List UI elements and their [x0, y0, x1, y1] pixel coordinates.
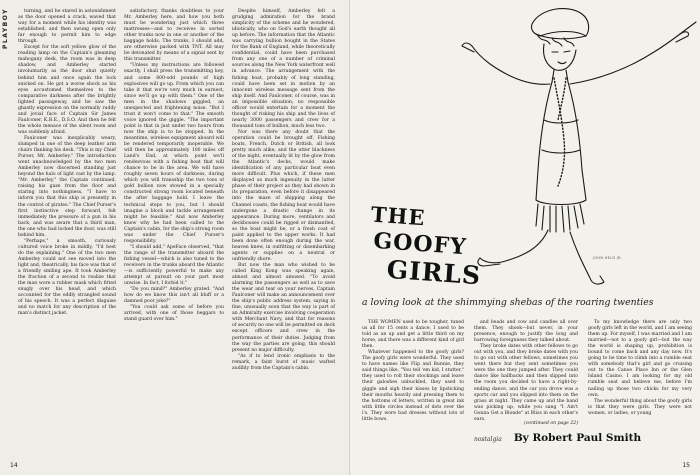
article-title [352, 201, 487, 291]
paragraph: "You could ask some of before you arrived, with one of those beggars to stand guard over him." [124, 305, 224, 323]
byline [474, 432, 684, 444]
right-leg [570, 232, 590, 278]
paragraph: and beads and cow and candles all over them. They shook—but never, in your presence, enough to justify the long and harrowing foreignness they talked about. [474, 320, 578, 344]
paragraph: "Unless my instructions are followed exactly, I shall press the transmitting key, and some 800-odd pounds of high explosives will go up. From which you can take it that we're very much in earnest, since we'll go up with them." One of the men in the shadows giggled, an unexpected and frightening noise. "But I trust it won't come to that." The smooth voice ignored the giggle. "The important point is that in just under two hours from now the ship is to be stopped. In the meantime, wireless equipment aboard will be rendered temporarily inoperable. We will then be approximately 100 miles off Land's End, at which point we'll rendezvous with a fishing boat that will chance to be in the area. We will have roughly seven hours of darkness, during which you will transship the two tons of gold bullion now stowed in a specially constructed strong room located beneath the after baggage hold. I leave the technical steps to you, but I should imagine a block and tackle arrangement might be feasible." And now Amberley knew why he had been called to the Captain's cabin, for the ship's strong room was under the Chief Purser's responsibility. [124, 63, 224, 244]
article-deck: a loving look at the shimmying shebas of the roaring twenties [362, 297, 654, 308]
right-arm [570, 34, 680, 84]
right-column-2 [474, 320, 578, 420]
paragraph: To my knowledge there are only two goofy girls left in the world, and I am seeing them up. For myself, I was married and I am married—not to a goofy girl—but the way the world is shaping up, prohibition is bound to come back and any day now. It's going to be time to climb into a rumble seat with somebody that's girl and go cruising out to the Canoe Place Inn or the Glen Island Casino. I am looking for my old rumble seat and believe me, before I'm nailing up those two chicks for my very own. [588, 320, 692, 398]
paragraph: turning, and he stared in astonishment as the door opened a crack, waved that way for a moment while his identity was established, and then swung open only far enough to permit him to edge through. [18, 9, 116, 45]
paragraph: But now the man who wished to be called King Kong was speaking again, almost and almost amused. "To avoid alarming the passengers as well as to save the wear and tear on your nerves, Captain Faulconer will make an announcement over the ship's public address system, saying in fine, unusually soon that the way is part of an Admiralty exercise involving cooperation with Merchant Navy, and that for reasons of security no one will be permitted on deck except officers and crew in the performance of their duties. Judging from the way the parties are going, this should present no major difficulty. [232, 262, 335, 353]
dress-outline [536, 82, 552, 200]
page-number-right: 15 [682, 462, 690, 469]
paragraph: "As if to lend ironic emphasis to the remark, a faint burst of music wafted audibly from the Captain's cabin. [232, 353, 335, 371]
paragraph: satisfactory, thanks doubtless to your Mr. Amberley here, and how you both must be wondering just which three mattresses—and to receives in sorted other trunks now in one or another of the baggage holds. The trunks, I should add, are otherwise packed with TNT. All may be detonated by means of a signal sent by this transmitter. [124, 9, 224, 63]
paragraph: They broke dates with other fellows to go out with you, and they broke dates with you to go out with other fellows, sometimes you went there but they sent sometimes you were the one they jumped after. They could dance like halfbacks and then slipped into the room you decided to have a right-by-ending dance, and the car you drove was a sports car and you slipped into them on the grass at night. They came up and the band was picking up, while you sang "I Ain't Gonna Get a Blonde" at Bliss in each other's ears. [474, 344, 578, 422]
page-number-left: 14 [10, 462, 18, 469]
face-outline [544, 44, 577, 70]
section-kicker: nostalgia [474, 436, 502, 443]
paragraph: Whatever happened to the goofy girls? The goofy girls were wonderful. They used to have names like Flip and Bunnie, they said things like, "You tell 'em kid, I stutter," they used to roll their stockings and leave their galoshes unbuckled, they used to giggle and sigh their kisses by lipsticking their mouths heavily and pressing them to the bottoms of letters, written in great ink with little circles instead of dots over the i's. They wore bad dresses without lots of little bows. [362, 350, 464, 422]
hat-outline [531, 9, 588, 36]
title-line: GOOFY [372, 227, 468, 261]
illustration-credit: JOHN HELD JR. [593, 256, 623, 260]
paragraph: Faulconer was inexplicably weary, slumped in one of the deep leather arm chairs flanking his desk. "This is my Chief Purser, Mr. Amberley." The introduction went unacknowledged by the two men Amberley now discerned standing just beyond the halo of light cast by the lamp. "Mr. Amberley," the Captain continued, raising his gaze from the floor and staring into nothingness, "I have to inform you that this ship is presently in the control of pirates." The Chief Purser's first instinctive step forward, felt immediately the pressure of a gun in his back, and was aware that a third man, the one who had locked the door, was still behind him. [18, 135, 116, 238]
paragraph: Except for the soft yellow glow of the reading lamp on the Captain's gleaming mahogany desk, the room was in deep shadow, and Amberley started involuntarily as the door shut quietly behind him and once again the lock snicked on. He got a worse shock as his eyes accustomed themselves to the comparative darkness after the brightly lighted passageway, and he saw the ghastly expression on the normally ruddy and jovial face of Captain Sir James Faulconer, K.B.E., D.S.O. And then he felt the whole menace of the silent room and was suddenly afraid. [18, 45, 116, 135]
paragraph: "I should add," ApeFace observed, "that the range of the transmitter aboard the fishing vessel—which is also tuned to the receivers in the trunks aboard the Atlantic—is sufficiently powerful to make any attempt at pursuit on your part most unwise. In fact, I forbid it." [124, 244, 224, 287]
paragraph: Nor was there any doubt that the operation could be brought off. Fishing boats, French, Dutch or British, all look pretty much alike, and the utter blackness of the night, eventually lit by the glow from the Atlantic's decks, would make identification of any particular boat even more difficult. Plus which, if these men displayed as much ingenuity in the latter phase of their project as they had shown in its preparation, even before it disappeared into the maze of shipping along the Channel coasts, the fishing boat would have undergone a drastic change in its appearance. During more, ventilators and deckhouses could be rigged or dismantled, so the boat might be, or a fresh coat of paint applied to the upper works. It had been done often enough during the war, heaven knew, in outfitting or disembarking agents or supplies on a neutral or unfriendly shore. [232, 129, 335, 262]
paragraph: "Do you mind?" Amberley grated. "And how do we know this isn't all bluff or a damned poor joke?" [124, 287, 224, 305]
paragraph: THE WOMEN used to be tougher, tuned us all for 15 cents a dance, I used to be told as an up and get a little third on my horse, and there was a different kind of girl then. [362, 320, 464, 350]
running-head: PLAYBOY [2, 8, 9, 49]
paragraph: "Perhaps," a smooth, curiously cultured voice broke in mildly, "I'd best do the explaining." One of the two men Amberley could not see moved into the light and, theatrically, his face was that of a friendly smiling ape. It took Amberley the fraction of a second to realize that the man wore a rubber mask which fitted snugly over his head, and which accounted for the oddly strangled sound of his speech. It was a perfect disguise and no match for any description of the man's distinct jacket. [18, 238, 116, 317]
paragraph: The wonderful thing about the goofy girls is that they were girls. They were not women, or ladies, or young [588, 398, 692, 416]
left-leg [480, 230, 548, 263]
left-column-2 [124, 9, 224, 457]
left-column-1 [18, 9, 116, 457]
right-column-1 [362, 320, 464, 422]
paragraph: Despite himself, Amberley felt a grudging admiration for the brand simplicity of the scheme and he wondered, idiotically, who on God's earth thought all up before. The information that the Atlantic was carrying bullion bought in the States for the Bank of England, while theoretically confidential, could have been purchased from any one of a number of criminal sources along the New York waterfront well in advance. The arrangement with the fishing boat, probably of long standing, could have been set in motion by an innocent wireless message sent from the ship itself. And Faulconer, of course, was in an impossible situation; no responsible officer would entertain for a moment the thought of risking his ship and the lives of nearly 3000 passengers and crew for a thousand tons of bullion, much less two. [232, 9, 335, 129]
left-column-3 [232, 9, 335, 457]
continued-note: (continued on page 22) [523, 421, 578, 426]
author-name: By Robert Paul Smith [513, 432, 642, 444]
title-line: GIRLS [385, 254, 483, 291]
left-arm [472, 46, 550, 84]
bead-necklace [554, 78, 565, 186]
title-line: THE [370, 201, 427, 231]
